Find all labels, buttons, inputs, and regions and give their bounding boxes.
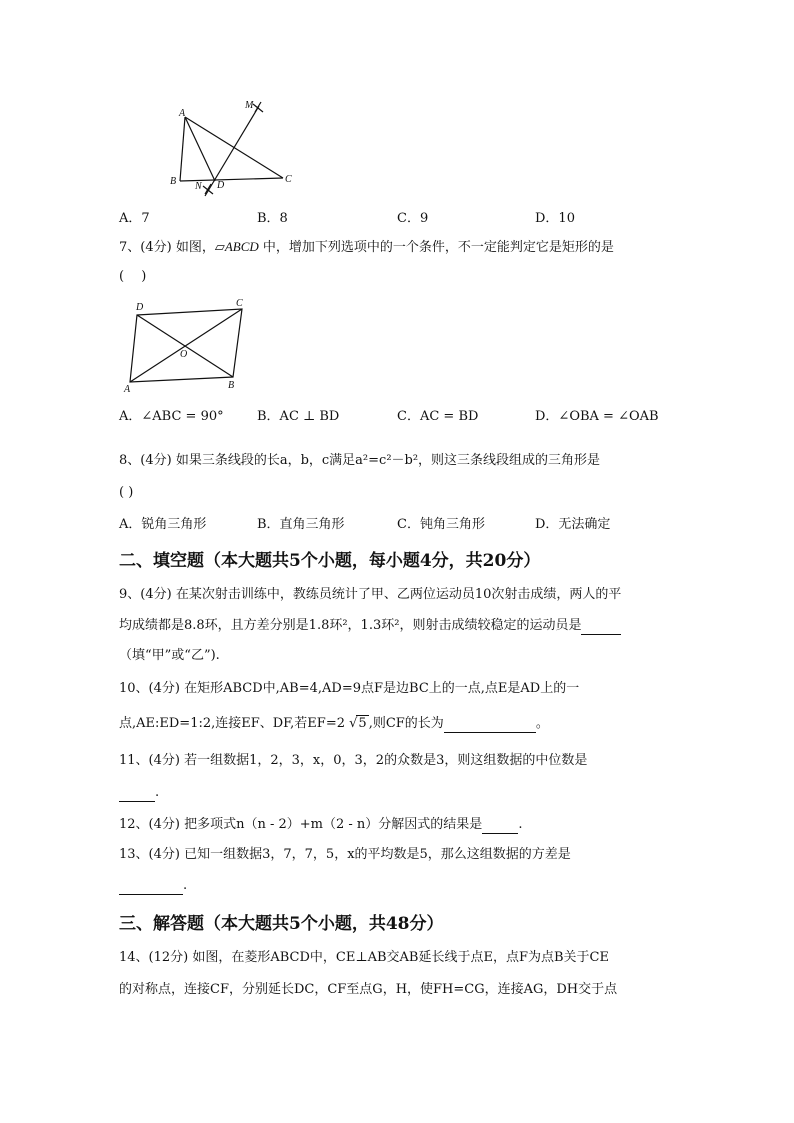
q6-option-c: C．9 bbox=[397, 211, 429, 226]
q14-line-1 bbox=[119, 949, 609, 967]
label-n: N bbox=[195, 181, 202, 192]
q13-end: . bbox=[183, 878, 188, 893]
q9-line-3: （填“甲”或“乙”). bbox=[119, 648, 220, 663]
q8-option-b: B．直角三角形 bbox=[257, 517, 345, 532]
q11-line-2 bbox=[119, 784, 159, 802]
q14-line-2: 的对称点，连接CF，分别延长DC，CF至点G，H，使FH=CG，连接AG，DH交于点 bbox=[119, 982, 618, 997]
q10-text-2a: 点,AE:ED=1:2,连接EF、DF,若EF=2 bbox=[119, 716, 345, 731]
q6-option-a: A．7 bbox=[119, 211, 150, 226]
q8-stem bbox=[119, 452, 600, 470]
triangle-figure-q6 bbox=[165, 96, 300, 200]
label-a: A bbox=[124, 384, 131, 394]
q7-text-1: 如图， bbox=[175, 240, 215, 255]
q8-option-c: C．钝角三角形 bbox=[397, 517, 485, 532]
label-d: D bbox=[136, 302, 144, 313]
label-c: C bbox=[285, 174, 292, 185]
q9-line-1 bbox=[119, 586, 621, 604]
q11-text: 若一组数据1，2，3，x，0，3，2的众数是3，则这组数据的中位数是 bbox=[184, 753, 588, 768]
q8-option-a: A．锐角三角形 bbox=[119, 517, 207, 532]
parallelogram-figure-q7 bbox=[120, 296, 255, 394]
label-a: A bbox=[179, 108, 186, 119]
q14-text-1: 如图，在菱形ABCD中，CE⊥AB交AB延长线于点E，点F为点B关于CE bbox=[192, 950, 609, 965]
q8-paren: ( ) bbox=[119, 485, 134, 500]
q12-line bbox=[119, 816, 522, 834]
label-d: D bbox=[217, 180, 225, 191]
q12-answer-blank[interactable] bbox=[482, 819, 518, 834]
label-c: C bbox=[236, 298, 243, 309]
q6-option-d: D．10 bbox=[535, 211, 575, 226]
q11-answer-blank[interactable] bbox=[119, 787, 155, 802]
q7-option-a: A．∠ABC = 90° bbox=[119, 409, 224, 424]
label-b: B bbox=[170, 176, 177, 187]
q9-number: 9、(4分) bbox=[119, 587, 172, 602]
q9-text-1: 在某次射击训练中，教练员统计了甲、乙两位运动员10次射击成绩，两人的平 bbox=[175, 587, 622, 602]
q9-line-2 bbox=[119, 617, 621, 635]
perpendicular-bisector-mn bbox=[205, 106, 259, 196]
q7-option-c: C．AC = BD bbox=[397, 409, 479, 424]
q13-number: 13、(4分) bbox=[119, 847, 180, 862]
q12-text: 把多项式n（n - 2）+m（2 - n）分解因式的结果是 bbox=[184, 817, 483, 832]
parallelogram-icon: ▱ bbox=[214, 240, 225, 255]
q7-text-2: 中，增加下列选项中的一个条件，不一定能判定它是矩形的是 bbox=[258, 240, 614, 255]
q6-option-b: B．8 bbox=[257, 211, 288, 226]
q12-end: . bbox=[518, 817, 523, 832]
q10-sqrt-value: 5 bbox=[358, 716, 367, 731]
label-o: O bbox=[180, 349, 188, 360]
label-m: M bbox=[245, 100, 254, 111]
q9-answer-blank[interactable] bbox=[581, 620, 621, 635]
section-heading-solutions: 三、解答题（本大题共5个小题，共48分） bbox=[119, 914, 444, 934]
q9-text-2: 均成绩都是8.8环，且方差分别是1.8环²，1.3环²，则射击成绩较稳定的运动员是 bbox=[119, 618, 582, 633]
q7-option-d: D．∠OBA = ∠OAB bbox=[535, 409, 659, 424]
q10-number: 10、(4分) bbox=[119, 681, 180, 696]
section-heading-fill-in: 二、填空题（本大题共5个小题，每小题4分，共20分） bbox=[119, 551, 541, 571]
label-b: B bbox=[228, 380, 235, 391]
q10-answer-blank[interactable] bbox=[444, 718, 536, 733]
q8-number: 8、(4分) bbox=[119, 453, 172, 468]
sqrt-icon: √ bbox=[349, 716, 358, 731]
q13-answer-blank[interactable] bbox=[119, 880, 183, 895]
q10-line-2 bbox=[119, 715, 549, 733]
q13-line-2 bbox=[119, 877, 187, 895]
segment-ab bbox=[180, 117, 185, 181]
q8-text: 如果三条线段的长a，b，c满足a²=c²－b²，则这三条线段组成的三角形是 bbox=[175, 453, 601, 468]
q8-option-d: D．无法确定 bbox=[535, 517, 611, 532]
q10-text-2b: ,则CF的长为 bbox=[368, 716, 444, 731]
q13-line-1 bbox=[119, 846, 571, 864]
q14-number: 14、(12分) bbox=[119, 950, 189, 965]
q10-line-1 bbox=[119, 680, 579, 698]
diagonal-ac bbox=[130, 309, 242, 382]
q13-text: 已知一组数据3，7，7，5，x的平均数是5，那么这组数据的方差是 bbox=[184, 847, 571, 862]
q7-symbol: ABCD bbox=[224, 239, 259, 254]
q10-text-1: 在矩形ABCD中,AB=4,AD=9点F是边BC上的一点,点E是AD上的一 bbox=[184, 681, 580, 696]
q11-number: 11、(4分) bbox=[119, 753, 180, 768]
q7-stem bbox=[119, 238, 614, 257]
q11-line-1 bbox=[119, 752, 587, 770]
q10-end: 。 bbox=[535, 716, 549, 731]
q7-paren: ( ) bbox=[119, 269, 147, 284]
q7-option-b: B．AC ⊥ BD bbox=[257, 409, 340, 424]
q7-number: 7、(4分) bbox=[119, 240, 172, 255]
q12-number: 12、(4分) bbox=[119, 817, 180, 832]
q11-end: . bbox=[155, 785, 160, 800]
